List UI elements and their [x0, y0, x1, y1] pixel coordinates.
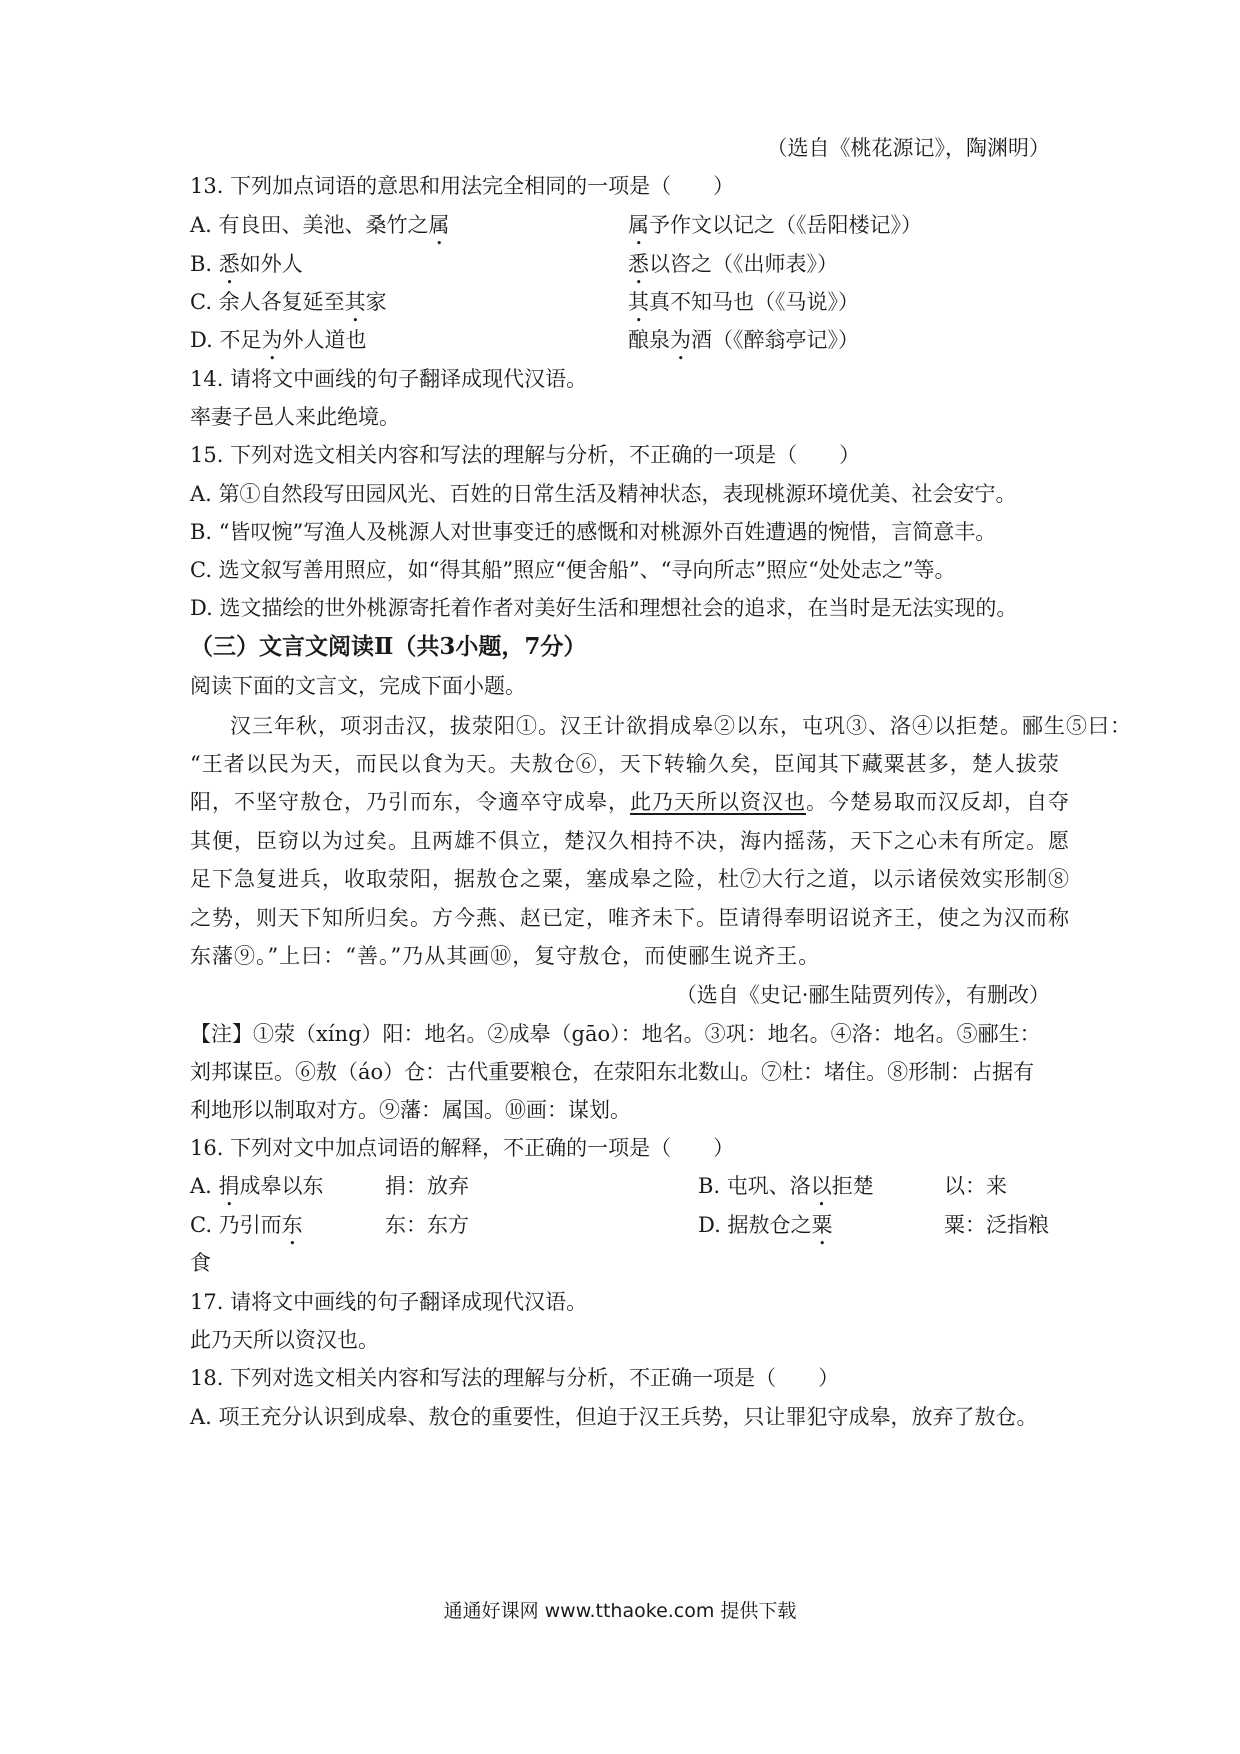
- notes-line-3: 利地形以制取对方。⑨藩：属国。⑩画：谋划。: [190, 1098, 631, 1122]
- q16-option-a-gloss: 捐：放弃: [385, 1174, 469, 1198]
- passage-line-2: “王者以民为天，而民以食为天。夫敖仓⑥，天下转输久矣，臣闻其下藏粟甚多，楚人拔荥: [190, 752, 1060, 776]
- q16-option-d[interactable]: D. 据敖仓之粟: [698, 1213, 833, 1237]
- notes-line-1: 【注】①荥（xíng）阳：地名。②成皋（gāo）：地名。③巩：地名。④洛：地名。⑤郦生：: [190, 1022, 1041, 1046]
- q15-option-d[interactable]: D. 选文描绘的世外桃源寄托着作者对美好生活和理想社会的追求，在当时是无法实现的。: [190, 596, 1018, 620]
- q16-option-c-gloss: 东：东方: [385, 1213, 469, 1237]
- passage-line-3: 阳，不坚守敖仓，乃引而东，令適卒守成皋，此乃天所以资汉也。今楚易取而汉反却，自夺: [190, 790, 1070, 814]
- page-footer: 通通好课网 www.tthaoke.com 提供下载: [443, 1600, 797, 1622]
- q13-option-a-right: 属予作文以记之（《岳阳楼记》）: [628, 213, 922, 237]
- q16-option-a[interactable]: A. 捐成皋以东: [190, 1174, 324, 1198]
- notes-line-2: 刘邦谋臣。⑥敖（áo）仓：古代重要粮仓，在荥阳东北数山。⑦杜：堵住。⑧形制：占据有: [190, 1060, 1035, 1084]
- emphasis-word: 悉: [218, 252, 240, 276]
- question-14-stem: 14. 请将文中画线的句子翻译成现代汉语。: [190, 367, 588, 391]
- emphasis-word: 其: [344, 290, 366, 314]
- question-16-stem: 16. 下列对文中加点词语的解释，不正确的一项是（ ）: [190, 1136, 735, 1160]
- underlined-sentence: 此乃天所以资汉也: [630, 790, 806, 814]
- source-citation-1: （选自《桃花源记》，陶渊明）: [766, 136, 1050, 160]
- q13-option-c-right: 其真不知马也（《马说》）: [628, 290, 859, 314]
- question-13-stem: 13. 下列加点词语的意思和用法完全相同的一项是（ ）: [190, 174, 735, 198]
- passage-line-6: 之势，则天下知所归矣。方今燕、赵已定，唯齐未下。臣请得奉明诏说齐王，使之为汉而称: [190, 906, 1070, 930]
- emphasis-word: 属: [428, 213, 450, 237]
- source-citation-2: （选自《史记·郦生陆贾列传》，有删改）: [675, 983, 1050, 1007]
- question-18-stem: 18. 下列对选文相关内容和写法的理解与分析，不正确一项是（ ）: [190, 1366, 840, 1390]
- q13-option-d-left[interactable]: D. 不足为外人道也: [190, 328, 367, 352]
- emphasis-word: 属: [628, 213, 649, 237]
- emphasis-word: 为: [670, 328, 691, 352]
- q13-option-a-left[interactable]: A. 有良田、美池、桑竹之属: [190, 213, 450, 237]
- q13-option-c-left[interactable]: C. 余人各复延至其家: [190, 290, 387, 314]
- emphasis-word: 粟: [811, 1213, 833, 1237]
- q15-option-b[interactable]: B. “皆叹惋”写渔人及桃源人对世事变迁的感慨和对桃源外百姓遭遇的惋惜，言简意丰。: [190, 520, 997, 544]
- passage-line-5: 足下急复进兵，收取荥阳，据敖仓之粟，塞成皋之险，杜⑦大行之道，以示诸侯效实形制⑧: [190, 867, 1070, 891]
- emphasis-word: 东: [281, 1213, 303, 1237]
- emphasis-word: 以: [810, 1174, 832, 1198]
- q15-option-a[interactable]: A. 第①自然段写田园风光、百姓的日常生活及精神状态，表现桃源环境优美、社会安宁。: [190, 482, 1017, 506]
- question-14-sentence: 率妻子邑人来此绝境。: [190, 405, 400, 429]
- question-17-sentence: 此乃天所以资汉也。: [190, 1328, 379, 1352]
- q18-option-a[interactable]: A. 项王充分认识到成皋、敖仓的重要性，但迫于汉王兵势，只让罪犯守成皋，放弃了敖仓。: [190, 1405, 1038, 1429]
- section-instruction: 阅读下面的文言文，完成下面小题。: [190, 674, 526, 698]
- emphasis-word: 悉: [628, 252, 649, 276]
- passage-line-4: 其便，臣窃以为过矣。且两雄不俱立，楚汉久相持不决，海内摇荡，天下之心未有所定。愿: [190, 829, 1070, 853]
- q16-option-b-gloss: 以：来: [944, 1174, 1007, 1198]
- q16-option-b[interactable]: B. 屯巩、洛以拒楚: [698, 1174, 874, 1198]
- passage-line-7: 东藩⑨。”上曰：“善。”乃从其画⑩，复守敖仓，而使郦生说齐王。: [190, 944, 821, 968]
- question-15-stem: 15. 下列对选文相关内容和写法的理解与分析，不正确的一项是（ ）: [190, 443, 861, 467]
- q15-option-c[interactable]: C. 选文叙写善用照应，如“得其船”照应“便舍船”、“寻向所志”照应“处处志之”等。: [190, 558, 956, 582]
- q13-option-b-right: 悉以咨之（《出师表》）: [628, 252, 838, 276]
- question-17-stem: 17. 请将文中画线的句子翻译成现代汉语。: [190, 1290, 588, 1314]
- emphasis-word: 其: [628, 290, 649, 314]
- passage-line-1: 汉三年秋，项羽击汉，拔荥阳①。汉王计欲捐成皋②以东，屯巩③、洛④以拒楚。郦生⑤曰：: [230, 714, 1132, 738]
- q16-option-d-wrap: 食: [190, 1251, 211, 1275]
- q16-option-c[interactable]: C. 乃引而东: [190, 1213, 303, 1237]
- q16-option-d-gloss: 粟：泛指粮: [944, 1213, 1049, 1237]
- emphasis-word: 为: [261, 328, 283, 352]
- q13-option-b-left[interactable]: B. 悉如外人: [190, 252, 303, 276]
- section-title: （三）文言文阅读Ⅱ（共3小题，7分）: [190, 633, 587, 660]
- q13-option-d-right: 酿泉为酒（《醉翁亭记》）: [628, 328, 859, 352]
- emphasis-word: 捐: [218, 1174, 240, 1198]
